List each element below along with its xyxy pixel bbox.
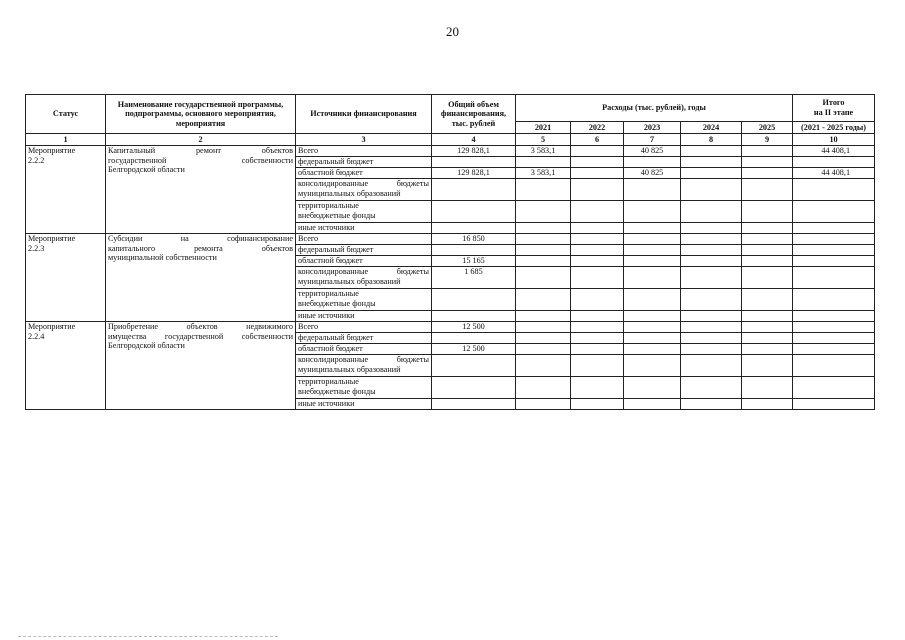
- funding-source-label: территориальные: [298, 377, 359, 386]
- value-2021: 3 583,1: [516, 146, 571, 157]
- value-2024: [681, 322, 742, 333]
- value-itogo: [793, 333, 875, 344]
- value-total: [432, 399, 516, 410]
- value-2023: [624, 179, 681, 201]
- header-itogo-line2: на II этапе: [813, 108, 854, 117]
- status-cell: [26, 322, 106, 410]
- funding-source-label: муниципальных образований: [298, 276, 401, 286]
- value-2023: [624, 201, 681, 223]
- value-itogo: [793, 256, 875, 267]
- value-2025: [742, 256, 793, 267]
- measure-name-line: государственной собственности: [108, 155, 293, 165]
- funding-source-cell: [296, 146, 432, 157]
- value-2023: [624, 322, 681, 333]
- value-2025: [742, 146, 793, 157]
- funding-source-cell: [296, 344, 432, 355]
- funding-source-label: иные источники: [298, 311, 355, 320]
- measure-name-line: Приобретение объектов недвижимого: [108, 322, 293, 331]
- value-2022: [571, 179, 624, 201]
- value-itogo: [793, 377, 875, 399]
- value-2025: [742, 399, 793, 410]
- value-2022: [571, 168, 624, 179]
- value-2022: [571, 344, 624, 355]
- funding-source-cell: [296, 256, 432, 267]
- value-2025: [742, 344, 793, 355]
- measure-name-cell: [106, 234, 296, 322]
- value-2022: [571, 355, 624, 377]
- value-2024: [681, 333, 742, 344]
- header-row-column-numbers: [26, 134, 875, 146]
- value-total: [432, 179, 516, 201]
- funding-source-cell: [296, 377, 432, 399]
- measure-name-line: Белгородской области: [108, 165, 185, 175]
- value-2024: [681, 311, 742, 322]
- funding-source-cell: [296, 245, 432, 256]
- column-number: 1: [26, 134, 106, 146]
- header-expenses: Расходы (тыс. рублей), годы: [516, 95, 793, 122]
- value-2023: [624, 289, 681, 311]
- page-number: 20: [446, 24, 459, 39]
- funding-source-cell: [296, 289, 432, 311]
- value-total: [432, 333, 516, 344]
- value-2021: [516, 223, 571, 234]
- value-2025: [742, 377, 793, 399]
- value-total: [432, 223, 516, 234]
- funding-source-label: консолидированные бюджеты: [298, 267, 429, 276]
- value-2022: [571, 256, 624, 267]
- value-2021: [516, 157, 571, 168]
- value-2021: [516, 245, 571, 256]
- header-name: Наименование государственной программы, подпрограммы, основного мероприятия, мероприятия: [106, 95, 296, 134]
- column-number: 3: [296, 134, 432, 146]
- funding-source-label: федеральный бюджет: [298, 157, 374, 166]
- value-2023: [624, 355, 681, 377]
- value-2022: [571, 146, 624, 157]
- value-2025: [742, 179, 793, 201]
- table-row: [26, 234, 875, 245]
- value-2024: [681, 377, 742, 399]
- value-2023: [624, 399, 681, 410]
- value-total: [432, 245, 516, 256]
- column-number: 5: [516, 134, 571, 146]
- value-itogo: [793, 355, 875, 377]
- status-label: Мероприятие: [28, 234, 76, 243]
- value-total: 15 165: [432, 256, 516, 267]
- value-2022: [571, 377, 624, 399]
- header-year-2023: 2023: [624, 122, 681, 134]
- header-total-volume: Общий объем финансирования, тыс. рублей: [432, 95, 516, 134]
- value-2023: [624, 377, 681, 399]
- value-itogo: [793, 201, 875, 223]
- value-2024: [681, 157, 742, 168]
- measure-name-cell: [106, 146, 296, 234]
- funding-source-label: федеральный бюджет: [298, 333, 374, 342]
- funding-source-cell: [296, 322, 432, 333]
- value-2025: [742, 201, 793, 223]
- value-2021: [516, 289, 571, 311]
- value-2021: [516, 355, 571, 377]
- value-2021: [516, 322, 571, 333]
- table-row: [26, 322, 875, 333]
- value-2021: [516, 333, 571, 344]
- funding-source-cell: [296, 399, 432, 410]
- value-2025: [742, 234, 793, 245]
- status-code: 2.2.4: [28, 331, 45, 341]
- header-status: Статус: [26, 95, 106, 134]
- funding-source-cell: [296, 201, 432, 223]
- budget-table: [25, 94, 875, 410]
- funding-source-cell: [296, 267, 432, 289]
- scan-artifact-line: [18, 636, 278, 639]
- funding-source-label: территориальные: [298, 289, 359, 298]
- funding-source-cell: [296, 333, 432, 344]
- funding-source-label: консолидированные бюджеты: [298, 355, 429, 364]
- value-2022: [571, 322, 624, 333]
- value-2022: [571, 201, 624, 223]
- value-2022: [571, 245, 624, 256]
- value-itogo: [793, 344, 875, 355]
- status-label: Мероприятие: [28, 146, 76, 155]
- value-2024: [681, 234, 742, 245]
- value-2023: [624, 311, 681, 322]
- measure-name-line: капитального ремонта объектов: [108, 243, 293, 253]
- value-2024: [681, 355, 742, 377]
- value-2024: [681, 245, 742, 256]
- value-2022: [571, 267, 624, 289]
- column-number: 10: [793, 134, 875, 146]
- value-total: 16 850: [432, 234, 516, 245]
- value-2025: [742, 355, 793, 377]
- table-body: [26, 146, 875, 410]
- value-2024: [681, 267, 742, 289]
- value-total: [432, 157, 516, 168]
- value-itogo: [793, 179, 875, 201]
- value-2025: [742, 157, 793, 168]
- value-itogo: [793, 289, 875, 311]
- value-2025: [742, 311, 793, 322]
- value-total: [432, 311, 516, 322]
- value-total: [432, 289, 516, 311]
- value-total: 12 500: [432, 344, 516, 355]
- measure-name-line: Белгородской области: [108, 341, 185, 351]
- value-total: 129 828,1: [432, 168, 516, 179]
- value-2021: [516, 179, 571, 201]
- value-2023: [624, 223, 681, 234]
- value-2024: [681, 256, 742, 267]
- value-2024: [681, 146, 742, 157]
- value-2021: [516, 234, 571, 245]
- header-sources: Источники финансирования: [296, 95, 432, 134]
- measure-name-line: Капитальный ремонт объектов: [108, 146, 293, 155]
- funding-source-label: областной бюджет: [298, 256, 363, 265]
- value-2024: [681, 399, 742, 410]
- value-itogo: [793, 399, 875, 410]
- funding-source-label: внебюджетные фонды: [298, 210, 376, 220]
- value-2021: [516, 267, 571, 289]
- measure-name-line: имущества государственной собственности: [108, 331, 293, 341]
- value-2023: [624, 344, 681, 355]
- column-number: 9: [742, 134, 793, 146]
- funding-source-label: муниципальных образований: [298, 188, 401, 198]
- value-2025: [742, 289, 793, 311]
- value-itogo: [793, 267, 875, 289]
- value-2023: [624, 333, 681, 344]
- table-row: [26, 146, 875, 157]
- header-row-titles: [26, 95, 875, 122]
- value-itogo: [793, 245, 875, 256]
- value-2022: [571, 157, 624, 168]
- header-itogo-period: (2021 - 2025 годы): [793, 122, 875, 134]
- column-number: 6: [571, 134, 624, 146]
- value-2021: 3 583,1: [516, 168, 571, 179]
- value-2022: [571, 399, 624, 410]
- header-year-2021: 2021: [516, 122, 571, 134]
- value-2024: [681, 344, 742, 355]
- value-2024: [681, 223, 742, 234]
- column-number: 8: [681, 134, 742, 146]
- measure-name-line: Субсидии на софинансирование: [108, 234, 293, 243]
- value-2025: [742, 267, 793, 289]
- value-2021: [516, 201, 571, 223]
- funding-source-label: консолидированные бюджеты: [298, 179, 429, 188]
- value-total: 129 828,1: [432, 146, 516, 157]
- funding-source-cell: [296, 157, 432, 168]
- value-2023: [624, 267, 681, 289]
- value-2021: [516, 256, 571, 267]
- value-2023: 40 825: [624, 168, 681, 179]
- header-year-2024: 2024: [681, 122, 742, 134]
- value-2022: [571, 289, 624, 311]
- funding-source-label: внебюджетные фонды: [298, 386, 376, 396]
- funding-source-label: внебюджетные фонды: [298, 298, 376, 308]
- header-itogo: [793, 95, 875, 122]
- value-2023: [624, 245, 681, 256]
- value-itogo: [793, 157, 875, 168]
- value-total: 1 685: [432, 267, 516, 289]
- value-itogo: [793, 223, 875, 234]
- value-2025: [742, 168, 793, 179]
- status-code: 2.2.3: [28, 243, 45, 253]
- table-header: [26, 95, 875, 146]
- header-year-2022: 2022: [571, 122, 624, 134]
- value-2022: [571, 311, 624, 322]
- value-total: [432, 377, 516, 399]
- value-2022: [571, 234, 624, 245]
- value-total: 12 500: [432, 322, 516, 333]
- value-2024: [681, 201, 742, 223]
- funding-source-cell: [296, 168, 432, 179]
- value-2025: [742, 322, 793, 333]
- funding-source-cell: [296, 234, 432, 245]
- value-2024: [681, 168, 742, 179]
- value-itogo: [793, 234, 875, 245]
- funding-source-label: территориальные: [298, 201, 359, 210]
- value-2021: [516, 377, 571, 399]
- value-2022: [571, 333, 624, 344]
- status-code: 2.2.2: [28, 155, 45, 165]
- funding-source-label: Всего: [298, 322, 319, 331]
- value-2023: 40 825: [624, 146, 681, 157]
- value-2022: [571, 223, 624, 234]
- value-2021: [516, 311, 571, 322]
- value-2024: [681, 289, 742, 311]
- funding-source-label: Всего: [298, 146, 319, 155]
- column-number: 4: [432, 134, 516, 146]
- value-total: [432, 355, 516, 377]
- funding-source-label: иные источники: [298, 223, 355, 232]
- value-itogo: 44 408,1: [793, 146, 875, 157]
- value-itogo: 44 408,1: [793, 168, 875, 179]
- status-cell: [26, 146, 106, 234]
- funding-source-cell: [296, 355, 432, 377]
- status-label: Мероприятие: [28, 322, 76, 331]
- value-2021: [516, 399, 571, 410]
- funding-source-label: муниципальных образований: [298, 364, 401, 374]
- column-number: 7: [624, 134, 681, 146]
- funding-source-cell: [296, 223, 432, 234]
- status-cell: [26, 234, 106, 322]
- header-year-2025: 2025: [742, 122, 793, 134]
- measure-name-line: муниципальной собственности: [108, 253, 217, 263]
- column-number: 2: [106, 134, 296, 146]
- value-itogo: [793, 311, 875, 322]
- measure-name-cell: [106, 322, 296, 410]
- value-total: [432, 201, 516, 223]
- value-2021: [516, 344, 571, 355]
- funding-source-label: иные источники: [298, 399, 355, 408]
- value-2023: [624, 256, 681, 267]
- value-2024: [681, 179, 742, 201]
- funding-source-cell: [296, 179, 432, 201]
- value-2023: [624, 157, 681, 168]
- funding-source-cell: [296, 311, 432, 322]
- funding-source-label: Всего: [298, 234, 319, 243]
- header-itogo-line1: Итого: [822, 98, 845, 108]
- value-2025: [742, 223, 793, 234]
- funding-source-label: областной бюджет: [298, 168, 363, 177]
- value-2025: [742, 333, 793, 344]
- funding-source-label: областной бюджет: [298, 344, 363, 353]
- value-2025: [742, 245, 793, 256]
- funding-source-label: федеральный бюджет: [298, 245, 374, 254]
- value-2023: [624, 234, 681, 245]
- value-itogo: [793, 322, 875, 333]
